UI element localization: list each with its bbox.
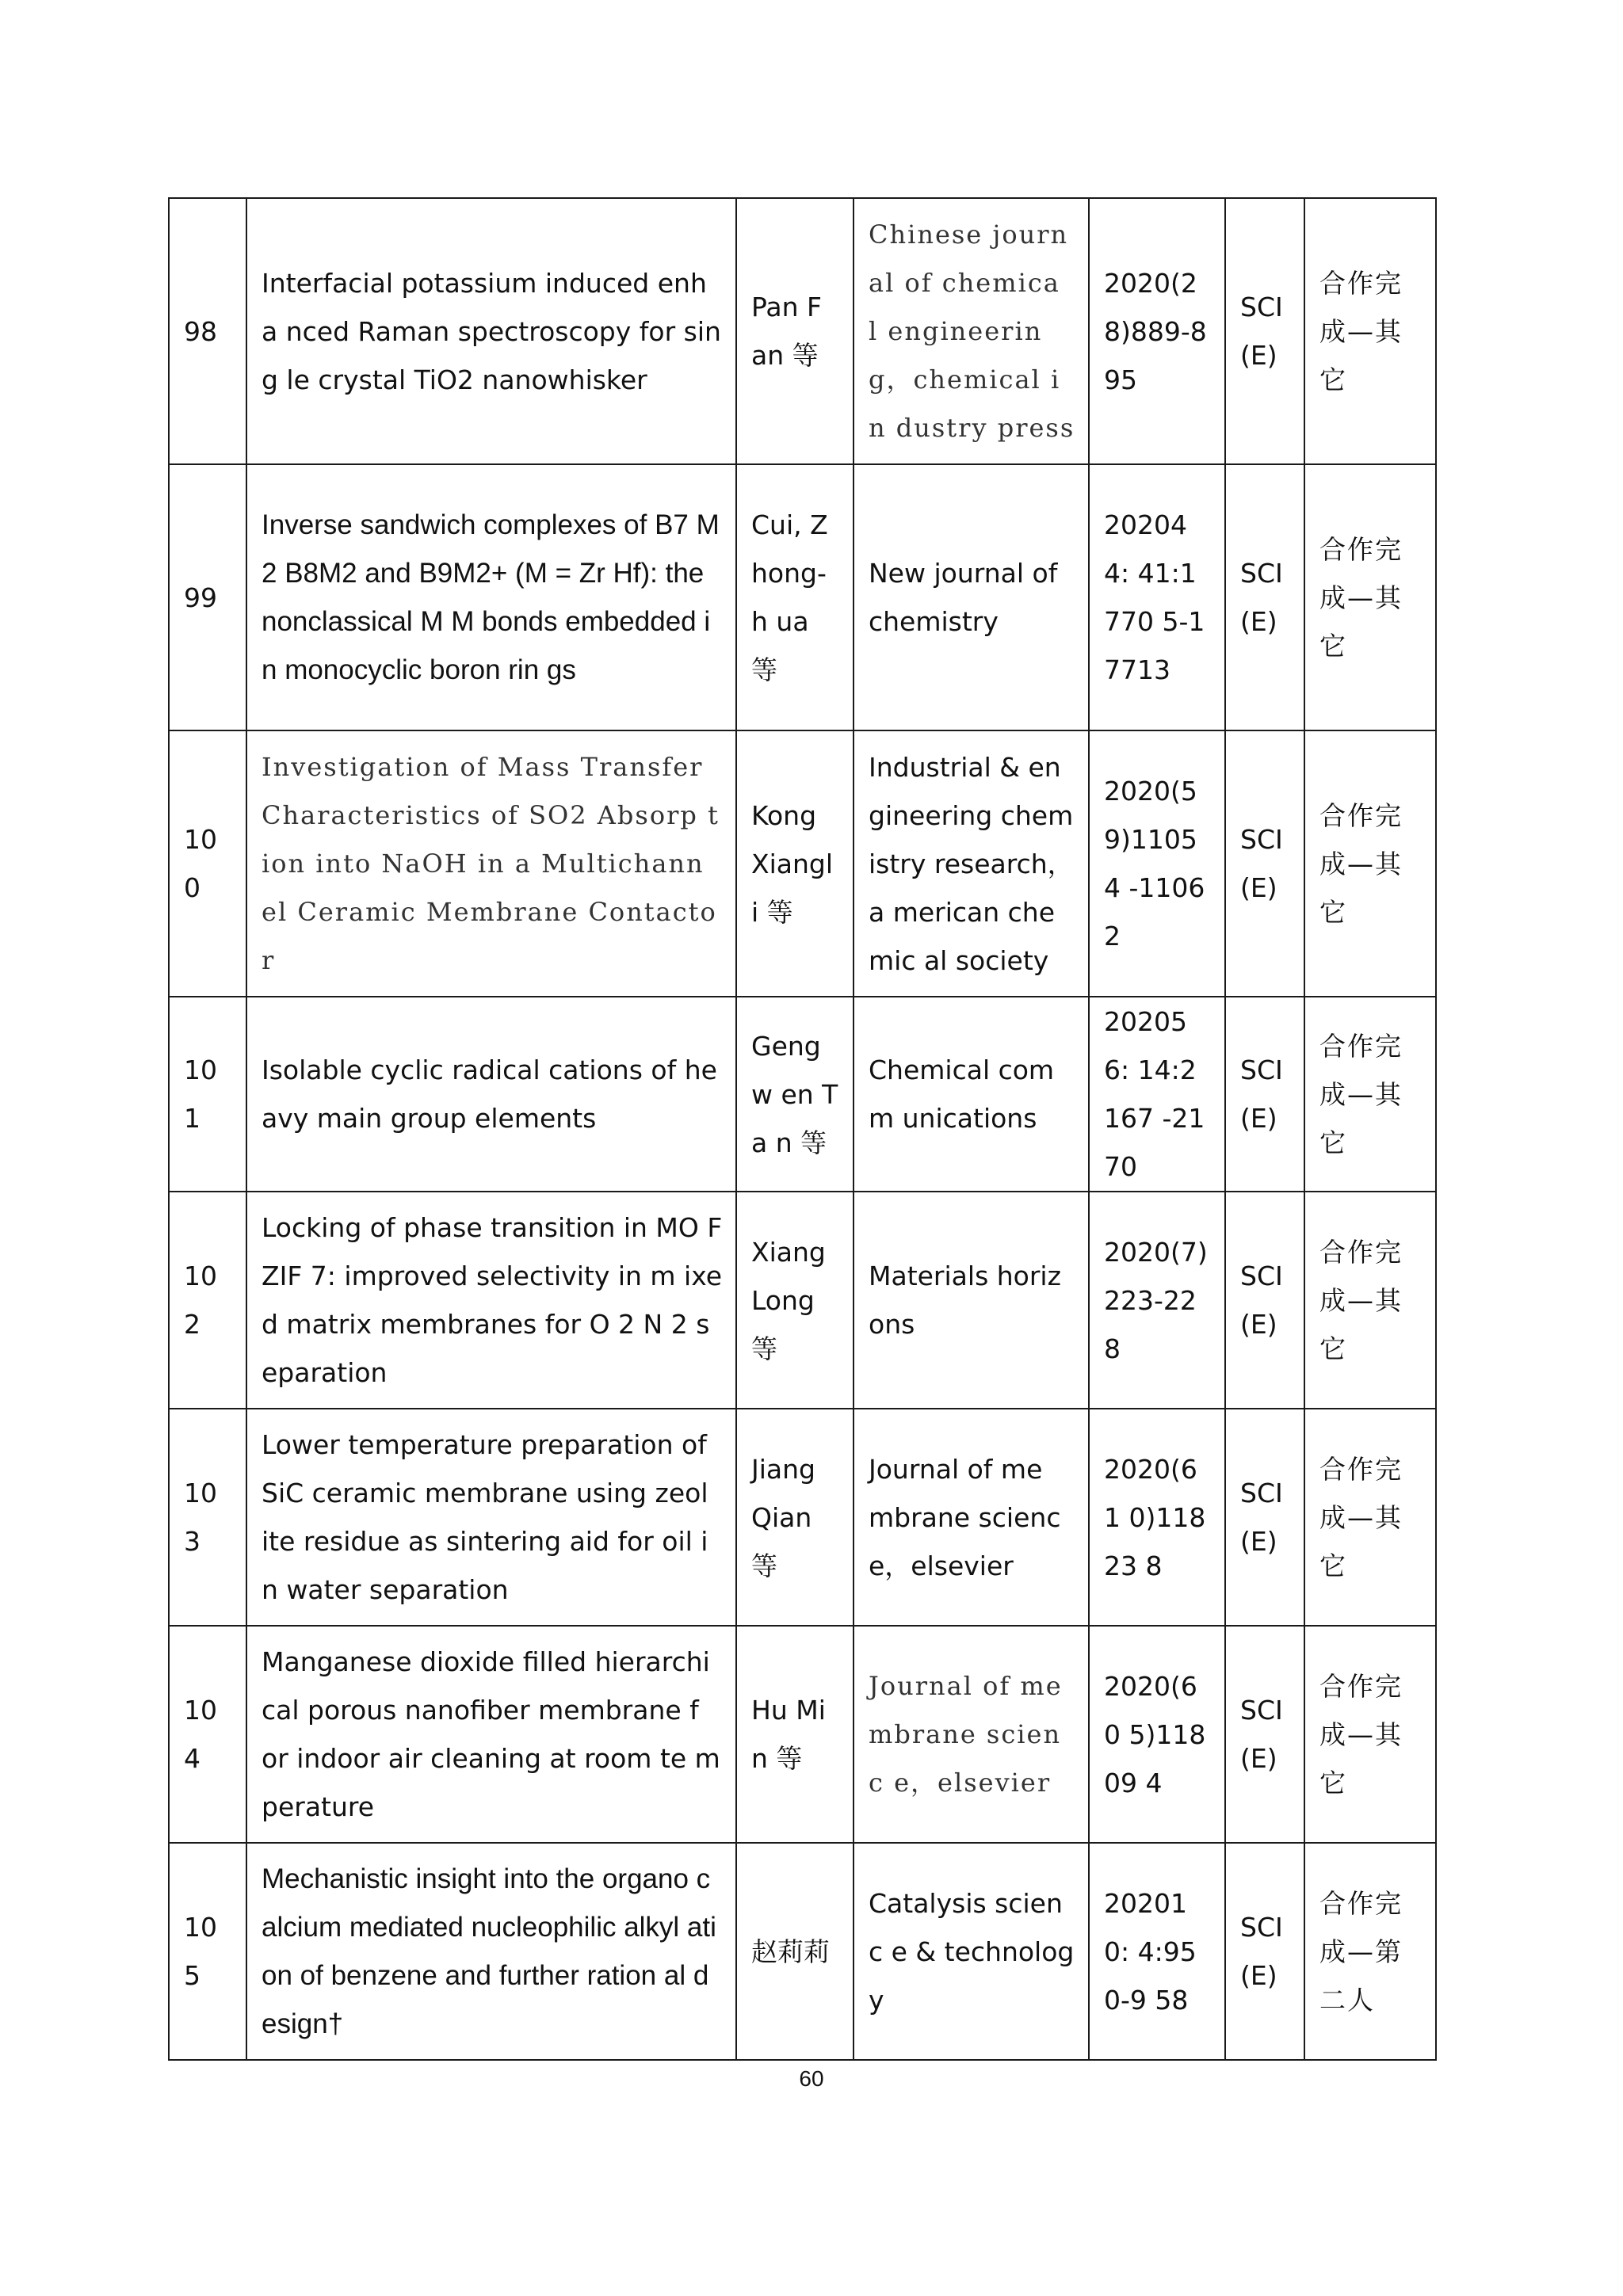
contribution-role: 合作完成—其它 [1304,1192,1436,1409]
paper-title: Investigation of Mass Transfer Characteristics of SO2 Absorp tion into NaOH in a Multichann el Ceramic Membrane Contactor [246,730,736,997]
authors: Pan F an 等 [736,198,854,464]
publication-table [168,197,1437,2061]
index-type: SCI (E) [1225,1409,1304,1626]
journal: New journal of chemistry [854,464,1089,730]
index-type: SCI (E) [1225,464,1304,730]
table-row [169,1192,1436,1409]
journal: Chinese journ al of chemica l engineerin g，chemical in dustry press [854,198,1089,464]
publication-info: 2020(5 9)11054 -11062 [1089,730,1225,997]
paper-title: Mechanistic insight into the organo calcium mediated nucleophilic alkyl ation of benzene and further ration al design† [246,1843,736,2060]
row-number: 98 [169,198,246,464]
row-number: 104 [169,1626,246,1843]
paper-title: Lower temperature preparation of SiC ceramic membrane using zeol ite residue as sintering aid for oil in water separation [246,1409,736,1626]
index-type: SCI (E) [1225,1626,1304,1843]
row-number: 105 [169,1843,246,2060]
authors: Kong Xiangli 等 [736,730,854,997]
row-number: 103 [169,1409,246,1626]
authors: Jiang Qian 等 [736,1409,854,1626]
paper-title: Isolable cyclic radical cations of he avy main group elements [246,997,736,1192]
row-number: 101 [169,997,246,1192]
journal: Materials horiz ons [854,1192,1089,1409]
row-number: 99 [169,464,246,730]
authors: Gengw en Ta n 等 [736,997,854,1192]
authors: Hu Mi n 等 [736,1626,854,1843]
journal: Chemical comm unications [854,997,1089,1192]
journal: Catalysis scienc e & technology [854,1843,1089,2060]
publication-info: 202044: 41:1770 5-17713 [1089,464,1225,730]
paper-title: Manganese dioxide filled hierarchi cal porous nanofiber membrane f or indoor air cleaning at room te mperature [246,1626,736,1843]
contribution-role: 合作完成—其它 [1304,997,1436,1192]
authors: 赵莉莉 [736,1843,854,2060]
page-number: 60 [799,2066,824,2091]
publication-info: 202056: 14:2167 -2170 [1089,997,1225,1192]
table-row [169,997,1436,1192]
contribution-role: 合作完成—其它 [1304,464,1436,730]
publication-info: 2020(60 5)11809 4 [1089,1626,1225,1843]
journal: Journal of me mbrane scienc e，elsevier [854,1626,1089,1843]
contribution-role: 合作完成—其它 [1304,198,1436,464]
journal: Industrial & en gineering chem istry research，a merican chemic al society [854,730,1089,997]
table-row [169,1626,1436,1843]
authors: Cui, Z hong-h ua 等 [736,464,854,730]
table-row [169,464,1436,730]
index-type: SCI (E) [1225,198,1304,464]
table-row [169,730,1436,997]
paper-title: Inverse sandwich complexes of B7 M2 B8M2 and B9M2+ (M = Zr Hf): the nonclassical M M bonds embedded in monocyclic boron rin gs [246,464,736,730]
journal: Journal of me mbrane scienc e，elsevier [854,1409,1089,1626]
publication-info: 2020(7) 223-228 [1089,1192,1225,1409]
index-type: SCI (E) [1225,1192,1304,1409]
row-number: 100 [169,730,246,997]
contribution-role: 合作完成—其它 [1304,730,1436,997]
paper-title: Interfacial potassium induced enha nced Raman spectroscopy for sing le crystal TiO2 nanowhisker [246,198,736,464]
publication-info: 2020(2 8)889-8 95 [1089,198,1225,464]
index-type: SCI (E) [1225,730,1304,997]
table-row [169,198,1436,464]
paper-title: Locking of phase transition in MO F ZIF 7: improved selectivity in m ixed matrix membranes for O 2 N 2 separation [246,1192,736,1409]
publication-info: 202010: 4:950-9 58 [1089,1843,1225,2060]
contribution-role: 合作完成—第二人 [1304,1843,1436,2060]
index-type: SCI (E) [1225,997,1304,1192]
table-row [169,1409,1436,1626]
row-number: 102 [169,1192,246,1409]
publication-info: 2020(61 0)11823 8 [1089,1409,1225,1626]
contribution-role: 合作完成—其它 [1304,1409,1436,1626]
table-row [169,1843,1436,2060]
authors: Xiang Long 等 [736,1192,854,1409]
index-type: SCI (E) [1225,1843,1304,2060]
contribution-role: 合作完成—其它 [1304,1626,1436,1843]
